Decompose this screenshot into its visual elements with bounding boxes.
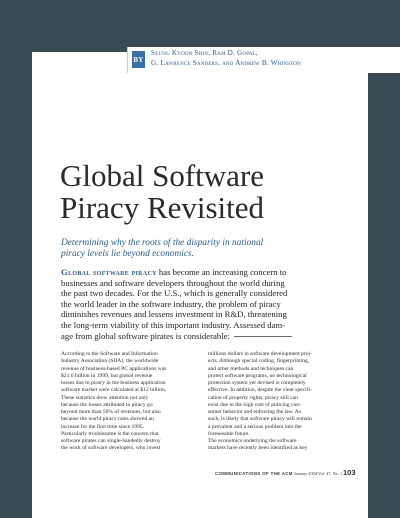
lead-in: Global software piracy [61,267,157,277]
lead-line-1 [61,267,349,278]
article-title [60,160,360,224]
body-line: These statistics drew attention not only [61,394,149,401]
title-line-2: Piracy Revisited [60,190,265,225]
subtitle-line-2: piracy levels lie beyond economics. [61,249,195,259]
subtitle-line-1: Determining why the roots of the disparity in national [61,238,264,248]
author-list [151,49,396,68]
body-line: revenue of business-based PC applications was [61,365,167,372]
lead-line-2: businesses and software developers throughout the world during [61,277,285,288]
body-line: exist due to the high cost of policing con- [208,401,301,408]
authors-line-1: Seung Kyoon Shin, Ram D. Gopal, [151,49,258,57]
lead-rule [234,336,292,337]
lead-line-1-rest: has become an increasing concern to [156,267,287,277]
lead-line-3: the past two decades. For the U.S., which is generally considered [61,288,288,299]
body-column-right [208,351,343,453]
body-line: software market were calculated at $12 billion. [61,387,167,394]
body-line: Particularly troublesome is the concern that [61,430,159,437]
body-line: a prevalent and a serious problem into the [208,423,302,430]
body-line: millions dollars in software development proj- [208,351,312,357]
body-line: cation of property rights, piracy still can [208,394,298,401]
body-line: Industry Association (SIIA), the worldwide [61,358,159,365]
page-number: 103 [343,468,356,477]
article-subtitle [61,238,341,260]
body-line: ects. Although special coding, fingerprinting, [208,358,310,365]
body-line: increase for the first time since 1995. [61,423,145,430]
issue-info: January 2004/Vol. 47, No. 1 [293,471,343,476]
lead-line-4: the world leader in the software industry, the problem of piracy [61,298,281,309]
body-line: beyond more than 50% of revenues, but also [61,409,161,415]
journal-name: COMMUNICATIONS OF THE ACM [215,471,293,476]
body-line: The economics underlying the software [208,438,297,444]
body-line: $21.6 billion in 1999, but global revenue [61,372,153,379]
body-line: markets have recently been identified as key [208,445,308,452]
lead-line-5: diminishes revenues and lessens investment in R&D, threatening [61,309,287,320]
authors-line-2: G. Lawrence Sanders, and Andrew B. Whinston [151,58,301,67]
body-line: protect software programs, no technological [208,372,307,379]
body-line: because the losses attributed to piracy go [61,401,153,408]
body-line: protection system yet devised is completely [208,380,306,386]
lead-line-7-text: age from global software pirates is considerable: [61,330,230,341]
body-line: sumer behavior and enforcing the law. As [208,409,301,415]
by-label: BY [132,51,145,68]
lead-line-7 [61,331,349,342]
title-line-1: Global Software [60,158,265,193]
body-line: effective. In addition, despite the clear specifi- [208,387,312,394]
body-line: because the world piracy rates showed an [61,416,154,423]
lead-line-6: the long-term viability of this important industry. Assessed dam- [61,319,286,330]
body-line: and other methods and techniques can [208,365,294,372]
body-line: software pirates can single-handedly destroy [61,438,161,444]
body-line: According to the Software and Information [61,351,158,357]
body-column-left [61,351,196,453]
lead-paragraph [61,267,349,341]
body-line: such, is likely that software piracy will remain [208,416,312,423]
body-line: losses due to piracy in the business application [61,380,166,386]
body-line: the work of software developers, who invest [61,445,161,452]
body-line: foreseeable future. [208,430,250,437]
